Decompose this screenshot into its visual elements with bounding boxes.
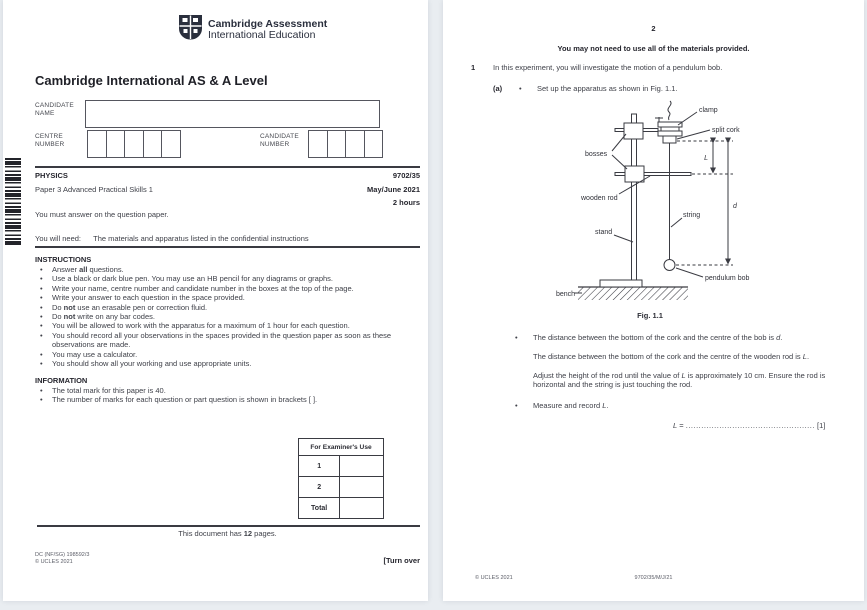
string-label: string — [683, 212, 701, 219]
centre-number-cell — [144, 130, 163, 158]
clamp-label: clamp — [699, 107, 718, 114]
paper-name: Paper 3 Advanced Practical Skills 1 — [35, 185, 153, 194]
information-item: • The total mark for this paper is 40. — [35, 386, 420, 395]
paper-code: 9702/35 — [392, 171, 420, 180]
divider — [37, 525, 420, 527]
candidate-number-label: CANDIDATE NUMBER — [260, 133, 299, 148]
examiner-use-table — [298, 438, 384, 519]
logo-text — [208, 19, 327, 42]
centre-number-cell — [87, 130, 107, 158]
wooden-rod-label: wooden rod — [581, 195, 618, 202]
logo-line1: Cambridge Assessment — [208, 17, 328, 30]
materials-note: You may not need to use all of the materials provided. — [557, 44, 750, 53]
marks-badge: [1] — [817, 421, 826, 430]
table-row — [299, 477, 383, 498]
bosses-label: bosses — [585, 151, 608, 158]
table-row — [299, 456, 383, 477]
logo-line2: International Education — [208, 29, 316, 41]
footer-paper-ref: 9702/35/M/J/21 — [634, 575, 673, 581]
information-title: INFORMATION — [35, 376, 88, 385]
session: May/June 2021 — [367, 185, 420, 194]
divider — [35, 246, 420, 248]
candidate-number-cell — [346, 130, 365, 158]
clamp-body — [661, 127, 679, 131]
divider — [35, 166, 420, 168]
adjust-rod-text: Adjust the height of the rod until the value of L is approximately 10 cm. Ensure the rod is horizontal and the string is just touching the rod. — [533, 371, 826, 390]
need-label: You will need: — [35, 234, 82, 243]
barcode — [5, 158, 21, 246]
split-cork-shape — [663, 136, 676, 143]
instruction-item: • Do not write on any bar codes. — [35, 312, 420, 321]
apparatus-diagram — [555, 96, 855, 324]
instruction-item: • You may use a calculator. — [35, 350, 420, 359]
table-row — [299, 498, 383, 518]
subject-label: PHYSICS — [35, 171, 68, 180]
bullet-marker: • — [515, 401, 518, 410]
centre-number-cell — [162, 130, 181, 158]
distance-L-text: The distance between the bottom of the cork and the centre of the wooden rod is L. — [533, 352, 810, 361]
information-item: • The number of marks for each question or part question is shown in brackets [ ]. — [35, 395, 420, 404]
instruction-item: • You will be allowed to work with the apparatus for a maximum of 1 hour for each question. — [35, 321, 420, 330]
mark-cell — [340, 477, 383, 497]
copyright: © UCLES 2021 — [35, 559, 73, 565]
candidate-name-label: CANDIDATE NAME — [35, 102, 74, 117]
examiner-table-header: For Examiner's Use — [299, 439, 383, 456]
bullet-marker: • — [515, 333, 518, 342]
need-text: The materials and apparatus listed in the confidential instructions — [93, 234, 309, 243]
pendulum-bob-label: pendulum bob — [705, 275, 750, 282]
dimension-L-label: L — [704, 155, 708, 162]
pendulum-bob-shape — [664, 260, 675, 271]
centre-number-label: CENTRE NUMBER — [35, 133, 65, 148]
instruction-item: • Write your name, centre number and candidate number in the boxes at the top of the page. — [35, 284, 420, 293]
footer-copyright: © UCLES 2021 — [475, 575, 513, 581]
centre-number-cell — [107, 130, 126, 158]
clamp-flex — [668, 101, 671, 120]
part-a-label: (a) — [493, 84, 503, 93]
instruction-item: • You should show all your working and use appropriate units. — [35, 359, 420, 368]
distance-d-text: The distance between the bottom of the cork and the centre of the bob is d. — [533, 333, 783, 342]
pages-note: This document has 12 pages. — [178, 529, 277, 538]
split-cork-label: split cork — [712, 127, 740, 134]
mark-cell — [340, 498, 383, 518]
candidate-number-cell — [365, 130, 384, 158]
question-text: In this experiment, you will investigate the motion of a pendulum bob. — [493, 63, 723, 72]
instruction-item: • Write your answer to each question in the space provided. — [35, 293, 420, 302]
cambridge-logo — [178, 14, 327, 46]
part-a-text: Set up the apparatus as shown in Fig. 1.1. — [537, 84, 678, 93]
stand-base — [600, 280, 642, 287]
row-label: 1 — [299, 456, 340, 476]
answer-note: You must answer on the question paper. — [35, 210, 169, 219]
cambridge-shield-icon — [178, 14, 203, 46]
candidate-number-boxes — [308, 130, 383, 158]
information-list — [35, 386, 420, 405]
figure-1-1 — [555, 96, 855, 329]
lower-boss — [625, 166, 644, 182]
stand-label: stand — [595, 229, 613, 236]
dc-code: DC (NF/SG) 198592/3 — [35, 552, 90, 558]
measure-record-text: Measure and record L. — [533, 401, 609, 410]
answer-prefix: L = — [673, 421, 686, 430]
centre-number-boxes — [87, 130, 181, 158]
mark-cell — [340, 456, 383, 476]
instruction-item: • Answer all questions. — [35, 265, 420, 274]
upper-boss — [624, 123, 643, 139]
instructions-list — [35, 265, 420, 368]
instruction-item: • You should record all your observations in the spaces provided in the question paper as soon as these observations are made. — [35, 331, 420, 350]
left-page — [3, 0, 428, 601]
bullet-marker: • — [519, 84, 522, 93]
dimension-d-label: d — [733, 203, 737, 210]
instruction-item: • Do not use an erasable pen or correction fluid. — [35, 303, 420, 312]
centre-number-cell — [125, 130, 144, 158]
instruction-item: • Use a black or dark blue pen. You may use an HB pencil for any diagrams or graphs. — [35, 274, 420, 283]
duration: 2 hours — [392, 198, 420, 207]
right-page — [443, 0, 864, 601]
page-title: Cambridge International AS & A Level — [35, 73, 268, 88]
figure-caption: Fig. 1.1 — [637, 311, 663, 320]
turn-over-note: [Turn over — [383, 556, 420, 565]
instructions-title: INSTRUCTIONS — [35, 255, 92, 264]
clamp-jaw-bottom — [658, 131, 682, 136]
question-number: 1 — [471, 63, 476, 72]
candidate-number-cell — [328, 130, 347, 158]
answer-dotted-line: .................................................. — [685, 421, 815, 430]
materials-needed — [35, 234, 309, 243]
bench-label: bench — [556, 291, 576, 298]
row-label: Total — [299, 498, 340, 518]
bench-hatch — [578, 287, 688, 300]
candidate-number-cell — [308, 130, 328, 158]
row-label: 2 — [299, 477, 340, 497]
answer-line — [673, 421, 825, 430]
page-number: 2 — [651, 24, 656, 33]
candidate-name-box — [85, 100, 380, 128]
